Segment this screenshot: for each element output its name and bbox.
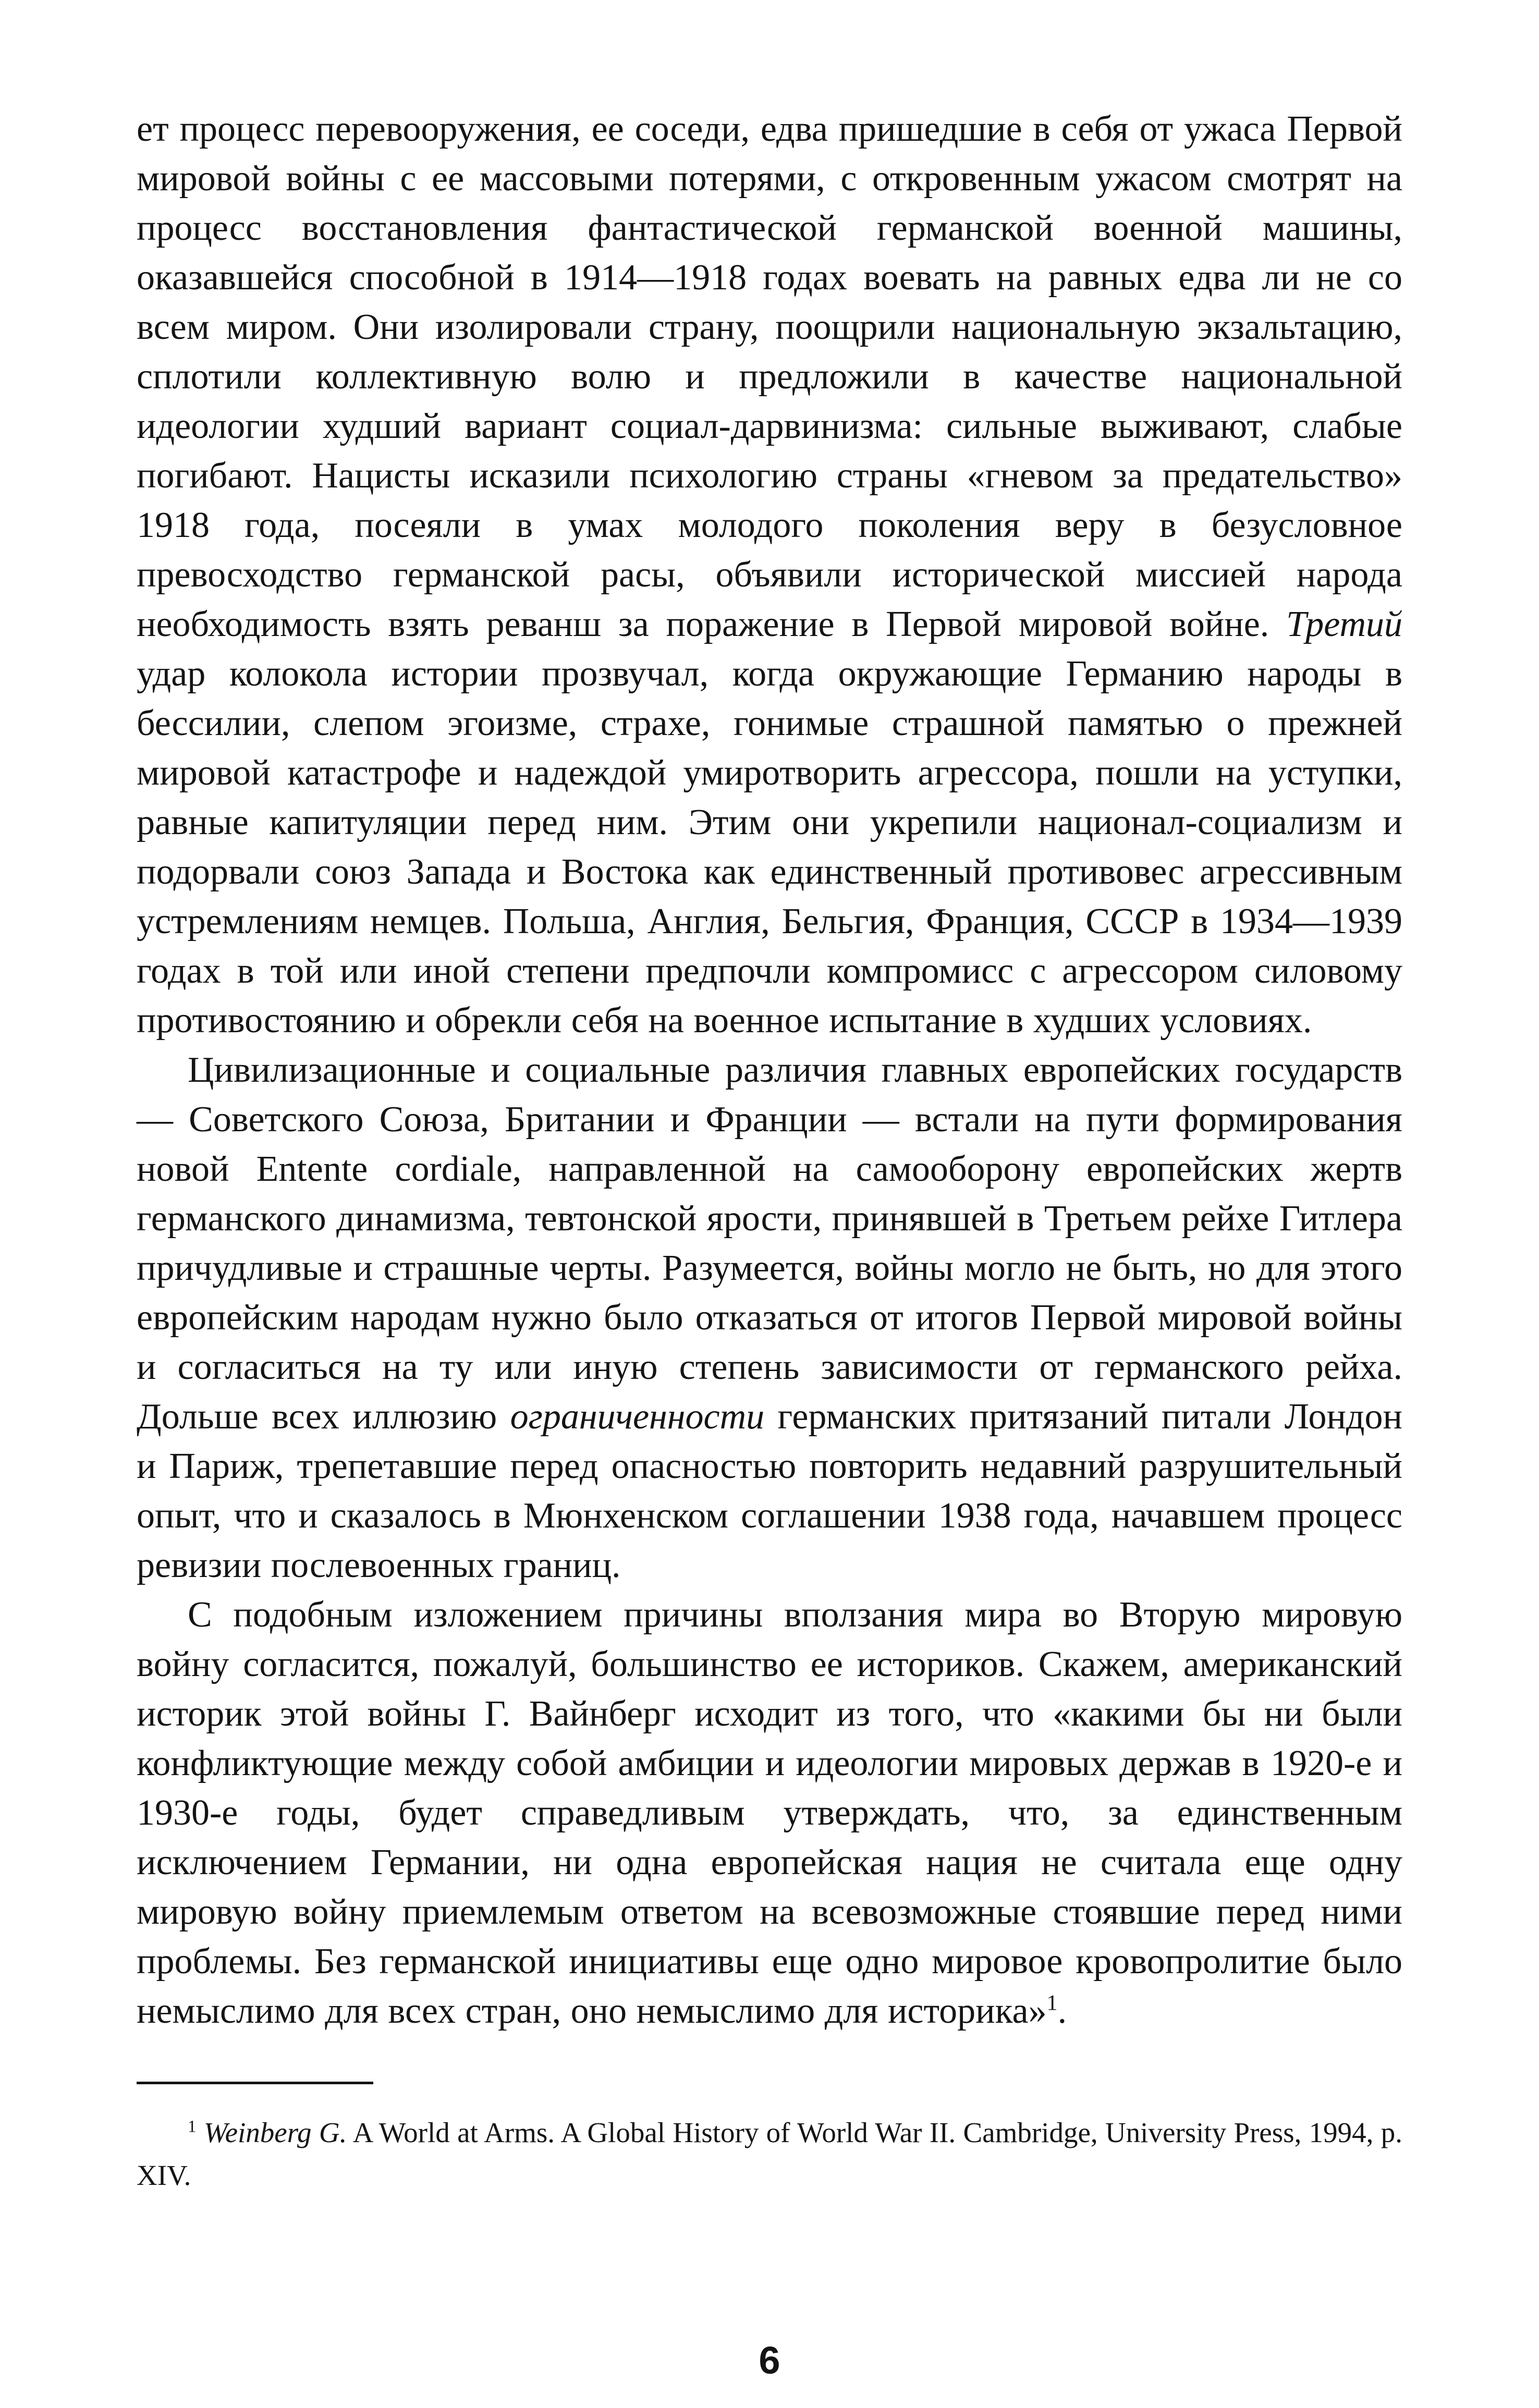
paragraph-2-emphasis: ограниченности bbox=[510, 1397, 765, 1437]
paragraph-2-text-after: германских притязаний питали Лондон и Париж, трепетавшие перед опасностью повторить недавний разрушительный опыт, что и сказалось в Мюнхенском соглашении 1938 года, начавшем процесс ревизии послевоенных границ. bbox=[137, 1397, 1402, 1585]
paragraph-3 bbox=[137, 1590, 1402, 2036]
footnote-marker: 1 bbox=[188, 2117, 197, 2136]
page-number: 6 bbox=[759, 2339, 780, 2382]
paragraph-1-text-after: удар колокола истории прозвучал, когда окружающие Германию народы в бессилии, слепом эгоизме, страхе, гонимые страшной памятью о прежней мировой катастрофе и надеждой умиротворить агрессора, пошли на уступки, равные капитуляции перед ним. Этим они укрепили национал-социализм и подорвали союз Запада и Востока как единственный противовес агрессивным устремлениям немцев. Польша, Англия, Бельгия, Франция, СССР в 1934—1939 годах в той или иной степени предпочли компромисс с агрессором силовому противостоянию и обрекли себя на военное испытание в худших условиях. bbox=[137, 654, 1402, 1041]
footnote-divider bbox=[137, 2082, 373, 2084]
paragraph-3-text-after: . bbox=[1057, 1991, 1067, 2031]
footnote bbox=[137, 2111, 1402, 2197]
paragraph-1-text: ет процесс перевооружения, ее соседи, едва пришедшие в себя от ужаса Первой мировой войны с ее массовыми потерями, с откровенным ужасом смотрят на процесс восстановления фантастической германской военной машины, оказавшейся способной в 1914—1918 годах воевать на равных едва ли не со всем миром. Они изолировали страну, поощрили национальную экзальтацию, сплотили коллективную волю и предложили в качестве национальной идеологии худший вариант социал-дарвинизма: сильные выживают, слабые погибают. Нацисты исказили психологию страны «гневом за предательство» 1918 года, посеяли в умах молодого поколения веру в безусловное превосходство германской расы, объявили исторической миссией народа необходимость взять реванш за поражение в Первой мировой войне. bbox=[137, 109, 1402, 644]
footnote-reference: 1 bbox=[1046, 1991, 1058, 2015]
page-content bbox=[137, 104, 1402, 2197]
paragraph-2-text: Цивилизационные и социальные различия главных европейских государств — Советского Союза, Британии и Франции — встали на пути формирования новой Entente cordiale, направленной на самооборону европейских жертв германского динамизма, тевтонской ярости, принявшей в Третьем рейхе Гитлера причудливые и страшные черты. Разумеется, войны могло не быть, но для этого европейским народам нужно было отказаться от итогов Первой мировой войны и согласиться на ту или иную степень зависимости от германского рейха. Дольше всех иллюзию bbox=[137, 1050, 1402, 1437]
paragraph-2 bbox=[137, 1045, 1402, 1590]
paragraph-1-emphasis: Третий bbox=[1286, 604, 1402, 644]
footnote-text: A World at Arms. A Global History of World War II. Cambridge, University Press, 1994, p. XIV. bbox=[137, 2117, 1403, 2191]
footnote-author: Weinberg G. bbox=[203, 2117, 347, 2148]
paragraph-1 bbox=[137, 104, 1402, 1045]
paragraph-3-text: С подобным изложением причины вползания мира во Вторую мировую войну согласится, пожалуй, большинство ее историков. Скажем, американский историк этой войны Г. Вайнберг исходит из того, что «какими бы ни были конфликтующие между собой амбиции и идеологии мировых держав в 1920-е и 1930-е годы, будет справедливым утверждать, что, за единственным исключением Германии, ни одна европейская нация не считала еще одну мировую войну приемлемым ответом на всевозможные стоявшие перед ними проблемы. Без германской инициативы еще одно мировое кровопролитие было немыслимо для всех стран, оно немыслимо для историка» bbox=[137, 1595, 1402, 2031]
